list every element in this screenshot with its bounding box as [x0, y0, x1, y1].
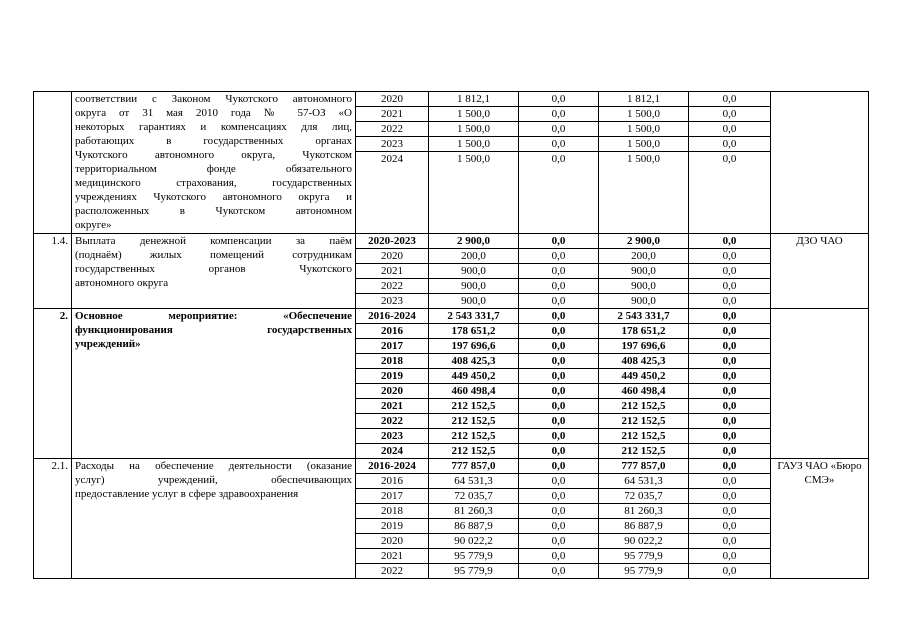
total-cell: 86 887,9 [429, 519, 519, 534]
total-cell: 408 425,3 [429, 354, 519, 369]
total-cell: 1 500,0 [429, 107, 519, 122]
other-cell: 0,0 [689, 122, 771, 137]
year-cell: 2024 [356, 152, 429, 234]
year-cell: 2022 [356, 122, 429, 137]
table-row [34, 92, 869, 107]
regional-cell: 90 022,2 [599, 534, 689, 549]
year-cell: 2023 [356, 429, 429, 444]
total-cell: 212 152,5 [429, 414, 519, 429]
regional-cell: 212 152,5 [599, 444, 689, 459]
federal-cell: 0,0 [519, 324, 599, 339]
year-cell: 2024 [356, 444, 429, 459]
description-line: предоставление услуг в сфере здравоохранения [75, 488, 299, 500]
other-cell: 0,0 [689, 519, 771, 534]
item-number [34, 92, 72, 234]
federal-cell: 0,0 [519, 264, 599, 279]
item-description [72, 309, 356, 459]
total-cell: 1 812,1 [429, 92, 519, 107]
regional-cell: 212 152,5 [599, 414, 689, 429]
year-cell: 2020 [356, 92, 429, 107]
total-cell: 460 498,4 [429, 384, 519, 399]
table-body [34, 92, 869, 579]
federal-cell: 0,0 [519, 339, 599, 354]
regional-cell: 1 500,0 [599, 137, 689, 152]
federal-cell: 0,0 [519, 399, 599, 414]
federal-cell: 0,0 [519, 459, 599, 474]
year-cell: 2016 [356, 324, 429, 339]
federal-cell: 0,0 [519, 519, 599, 534]
regional-cell: 81 260,3 [599, 504, 689, 519]
federal-cell: 0,0 [519, 564, 599, 579]
total-cell: 81 260,3 [429, 504, 519, 519]
year-cell: 2016-2024 [356, 309, 429, 324]
regional-cell: 64 531,3 [599, 474, 689, 489]
other-cell: 0,0 [689, 384, 771, 399]
total-cell: 1 500,0 [429, 152, 519, 234]
item-description [72, 459, 356, 579]
other-cell: 0,0 [689, 152, 771, 234]
federal-cell: 0,0 [519, 429, 599, 444]
regional-cell: 86 887,9 [599, 519, 689, 534]
regional-cell: 2 543 331,7 [599, 309, 689, 324]
item-description [72, 92, 356, 234]
description-line: работающих в государственных органах [75, 135, 352, 147]
regional-cell: 95 779,9 [599, 549, 689, 564]
table-row [34, 309, 869, 324]
other-cell: 0,0 [689, 294, 771, 309]
year-cell: 2022 [356, 564, 429, 579]
description-line: учреждениях Чукотского автономного округа и [75, 191, 352, 203]
regional-cell: 197 696,6 [599, 339, 689, 354]
regional-cell: 900,0 [599, 294, 689, 309]
federal-cell: 0,0 [519, 137, 599, 152]
executor-cell: ГАУЗ ЧАО «Бюро СМЭ» [771, 459, 869, 579]
description-line: автономного округа [75, 277, 169, 289]
federal-cell: 0,0 [519, 234, 599, 249]
item-number: 1.4. [34, 234, 72, 309]
other-cell: 0,0 [689, 309, 771, 324]
year-cell: 2020 [356, 384, 429, 399]
regional-cell: 449 450,2 [599, 369, 689, 384]
other-cell: 0,0 [689, 534, 771, 549]
regional-cell: 777 857,0 [599, 459, 689, 474]
year-cell: 2019 [356, 519, 429, 534]
total-cell: 1 500,0 [429, 122, 519, 137]
regional-cell: 1 500,0 [599, 122, 689, 137]
regional-cell: 900,0 [599, 279, 689, 294]
description-line: учреждений» [75, 338, 141, 350]
regional-cell: 460 498,4 [599, 384, 689, 399]
description-line: Выплата денежной компенсации за паём [75, 235, 352, 247]
other-cell: 0,0 [689, 549, 771, 564]
executor-cell [771, 309, 869, 459]
total-cell: 95 779,9 [429, 564, 519, 579]
total-cell: 449 450,2 [429, 369, 519, 384]
federal-cell: 0,0 [519, 534, 599, 549]
year-cell: 2019 [356, 369, 429, 384]
federal-cell: 0,0 [519, 279, 599, 294]
total-cell: 72 035,7 [429, 489, 519, 504]
total-cell: 178 651,2 [429, 324, 519, 339]
description-line: расположенных в Чукотском автономном [75, 205, 352, 217]
year-cell: 2020 [356, 534, 429, 549]
total-cell: 212 152,5 [429, 399, 519, 414]
total-cell: 900,0 [429, 279, 519, 294]
other-cell: 0,0 [689, 264, 771, 279]
regional-cell: 72 035,7 [599, 489, 689, 504]
year-cell: 2020 [356, 249, 429, 264]
regional-cell: 178 651,2 [599, 324, 689, 339]
other-cell: 0,0 [689, 92, 771, 107]
total-cell: 2 543 331,7 [429, 309, 519, 324]
description-line: услуг) учреждений, обеспечивающих [75, 474, 352, 486]
federal-cell: 0,0 [519, 504, 599, 519]
description-line: Чукотского автономного округа, Чукотском [75, 149, 352, 161]
federal-cell: 0,0 [519, 489, 599, 504]
description-line: (поднаём) жилых помещений сотрудникам [75, 249, 352, 261]
year-cell: 2016-2024 [356, 459, 429, 474]
description-line: соответствии с Законом Чукотского автономного [75, 93, 352, 105]
total-cell: 900,0 [429, 294, 519, 309]
item-description [72, 234, 356, 309]
total-cell: 95 779,9 [429, 549, 519, 564]
description-line: некоторых гарантиях и компенсациях для лиц, [75, 121, 352, 133]
other-cell: 0,0 [689, 444, 771, 459]
other-cell: 0,0 [689, 429, 771, 444]
regional-cell: 1 500,0 [599, 152, 689, 234]
year-cell: 2022 [356, 414, 429, 429]
year-cell: 2021 [356, 549, 429, 564]
year-cell: 2021 [356, 264, 429, 279]
regional-cell: 200,0 [599, 249, 689, 264]
total-cell: 900,0 [429, 264, 519, 279]
regional-cell: 212 152,5 [599, 399, 689, 414]
year-cell: 2020-2023 [356, 234, 429, 249]
federal-cell: 0,0 [519, 354, 599, 369]
federal-cell: 0,0 [519, 249, 599, 264]
federal-cell: 0,0 [519, 122, 599, 137]
description-line: округа от 31 мая 2010 года № 57-ОЗ «О [75, 107, 352, 119]
other-cell: 0,0 [689, 234, 771, 249]
description-line: территориальном фонде обязательного [75, 163, 352, 175]
other-cell: 0,0 [689, 249, 771, 264]
total-cell: 64 531,3 [429, 474, 519, 489]
year-cell: 2017 [356, 339, 429, 354]
total-cell: 197 696,6 [429, 339, 519, 354]
federal-cell: 0,0 [519, 549, 599, 564]
other-cell: 0,0 [689, 504, 771, 519]
total-cell: 777 857,0 [429, 459, 519, 474]
total-cell: 2 900,0 [429, 234, 519, 249]
regional-cell: 2 900,0 [599, 234, 689, 249]
regional-cell: 408 425,3 [599, 354, 689, 369]
other-cell: 0,0 [689, 564, 771, 579]
regional-cell: 95 779,9 [599, 564, 689, 579]
item-number: 2. [34, 309, 72, 459]
table-row [34, 234, 869, 249]
total-cell: 1 500,0 [429, 137, 519, 152]
federal-cell: 0,0 [519, 92, 599, 107]
year-cell: 2016 [356, 474, 429, 489]
year-cell: 2018 [356, 354, 429, 369]
year-cell: 2023 [356, 294, 429, 309]
federal-cell: 0,0 [519, 474, 599, 489]
federal-cell: 0,0 [519, 369, 599, 384]
federal-cell: 0,0 [519, 294, 599, 309]
item-number: 2.1. [34, 459, 72, 579]
federal-cell: 0,0 [519, 414, 599, 429]
other-cell: 0,0 [689, 137, 771, 152]
year-cell: 2022 [356, 279, 429, 294]
other-cell: 0,0 [689, 399, 771, 414]
executor-cell [771, 92, 869, 234]
other-cell: 0,0 [689, 107, 771, 122]
executor-cell: ДЗО ЧАО [771, 234, 869, 309]
federal-cell: 0,0 [519, 444, 599, 459]
other-cell: 0,0 [689, 279, 771, 294]
regional-cell: 1 812,1 [599, 92, 689, 107]
federal-cell: 0,0 [519, 384, 599, 399]
regional-cell: 900,0 [599, 264, 689, 279]
table-row [34, 459, 869, 474]
regional-cell: 1 500,0 [599, 107, 689, 122]
total-cell: 90 022,2 [429, 534, 519, 549]
year-cell: 2021 [356, 107, 429, 122]
federal-cell: 0,0 [519, 107, 599, 122]
description-line: государственных органов Чукотского [75, 263, 352, 275]
total-cell: 212 152,5 [429, 429, 519, 444]
year-cell: 2023 [356, 137, 429, 152]
total-cell: 212 152,5 [429, 444, 519, 459]
description-line: округе» [75, 219, 112, 231]
other-cell: 0,0 [689, 414, 771, 429]
description-line: Расходы на обеспечение деятельности (оказание [75, 460, 352, 472]
description-line: функционирования государственных [75, 324, 352, 336]
other-cell: 0,0 [689, 369, 771, 384]
other-cell: 0,0 [689, 489, 771, 504]
other-cell: 0,0 [689, 474, 771, 489]
year-cell: 2017 [356, 489, 429, 504]
regional-cell: 212 152,5 [599, 429, 689, 444]
other-cell: 0,0 [689, 339, 771, 354]
year-cell: 2021 [356, 399, 429, 414]
other-cell: 0,0 [689, 459, 771, 474]
budget-table [33, 91, 869, 579]
year-cell: 2018 [356, 504, 429, 519]
description-line: Основное мероприятие: «Обеспечение [75, 310, 352, 322]
other-cell: 0,0 [689, 354, 771, 369]
federal-cell: 0,0 [519, 152, 599, 234]
federal-cell: 0,0 [519, 309, 599, 324]
other-cell: 0,0 [689, 324, 771, 339]
total-cell: 200,0 [429, 249, 519, 264]
description-line: медицинского страхования, государственных [75, 177, 352, 189]
